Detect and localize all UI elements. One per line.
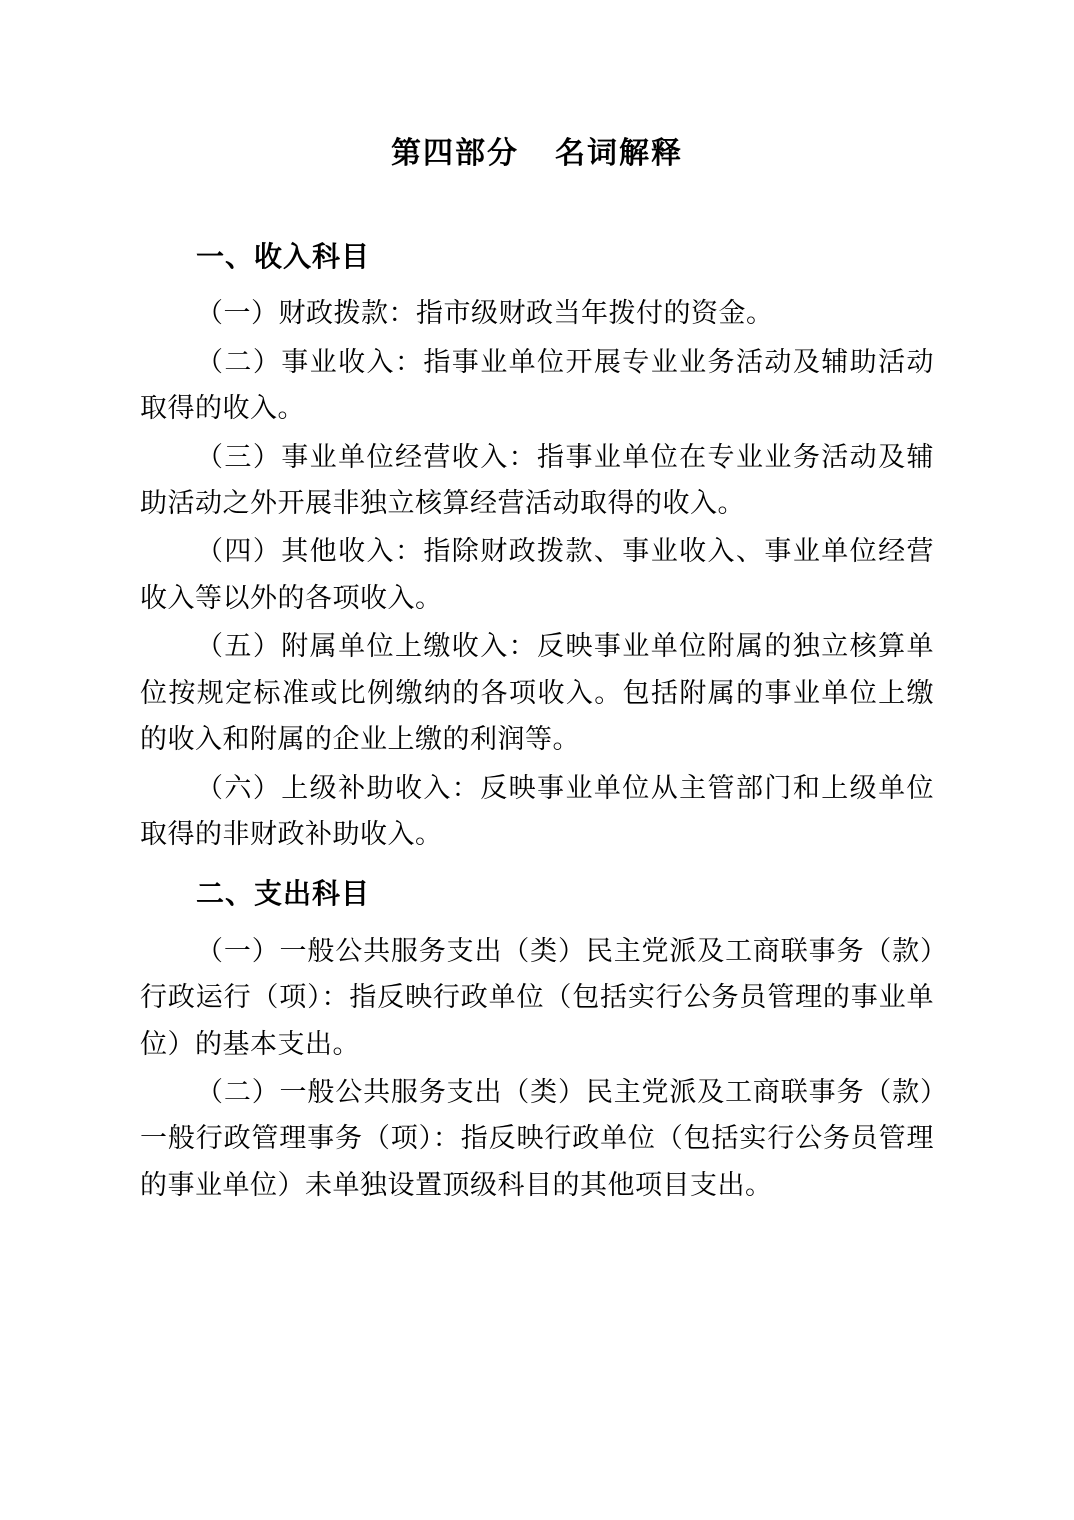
paragraph-income-4: （四）其他收入：指除财政拨款、事业收入、事业单位经营收入等以外的各项收入。 <box>140 536 934 613</box>
section-income <box>140 234 934 857</box>
page-title <box>140 128 934 172</box>
section-heading-income: 一、收入科目 <box>196 241 371 272</box>
section-heading-expenditure: 二、支出科目 <box>196 878 371 910</box>
paragraph-expenditure-1: （一）一般公共服务支出（类）民主党派及工商联事务（款）行政运行（项）：指反映行政单位（包括实行公务员管理的事业单位）的基本支出。 <box>140 935 934 1059</box>
paragraph-income-3: （三）事业单位经营收入：指事业单位在专业业务活动及辅助活动之外开展非独立核算经营活动取得的收入。 <box>140 441 934 518</box>
paragraph-income-1: （一）财政拨款：指市级财政当年拨付的资金。 <box>196 298 774 329</box>
section-expenditure <box>140 871 934 1208</box>
section-divider <box>140 857 934 871</box>
page-title-name: 名词解释 <box>555 137 683 170</box>
page-title-part: 第四部分 <box>391 137 519 170</box>
paragraph-expenditure-2: （二）一般公共服务支出（类）民主党派及工商联事务（款）一般行政管理事务（项）：指反映行政单位（包括实行公务员管理的事业单位）未单独设置顶级科目的其他项目支出。 <box>140 1076 934 1200</box>
paragraph-income-6: （六）上级补助收入：反映事业单位从主管部门和上级单位取得的非财政补助收入。 <box>140 772 934 849</box>
paragraph-income-2: （二）事业收入：指事业单位开展专业业务活动及辅助活动取得的收入。 <box>140 346 934 424</box>
paragraph-income-5: （五）附属单位上缴收入：反映事业单位附属的独立核算单位按规定标准或比例缴纳的各项收入。包括附属的事业单位上缴的收入和附属的企业上缴的利润等。 <box>140 631 934 755</box>
